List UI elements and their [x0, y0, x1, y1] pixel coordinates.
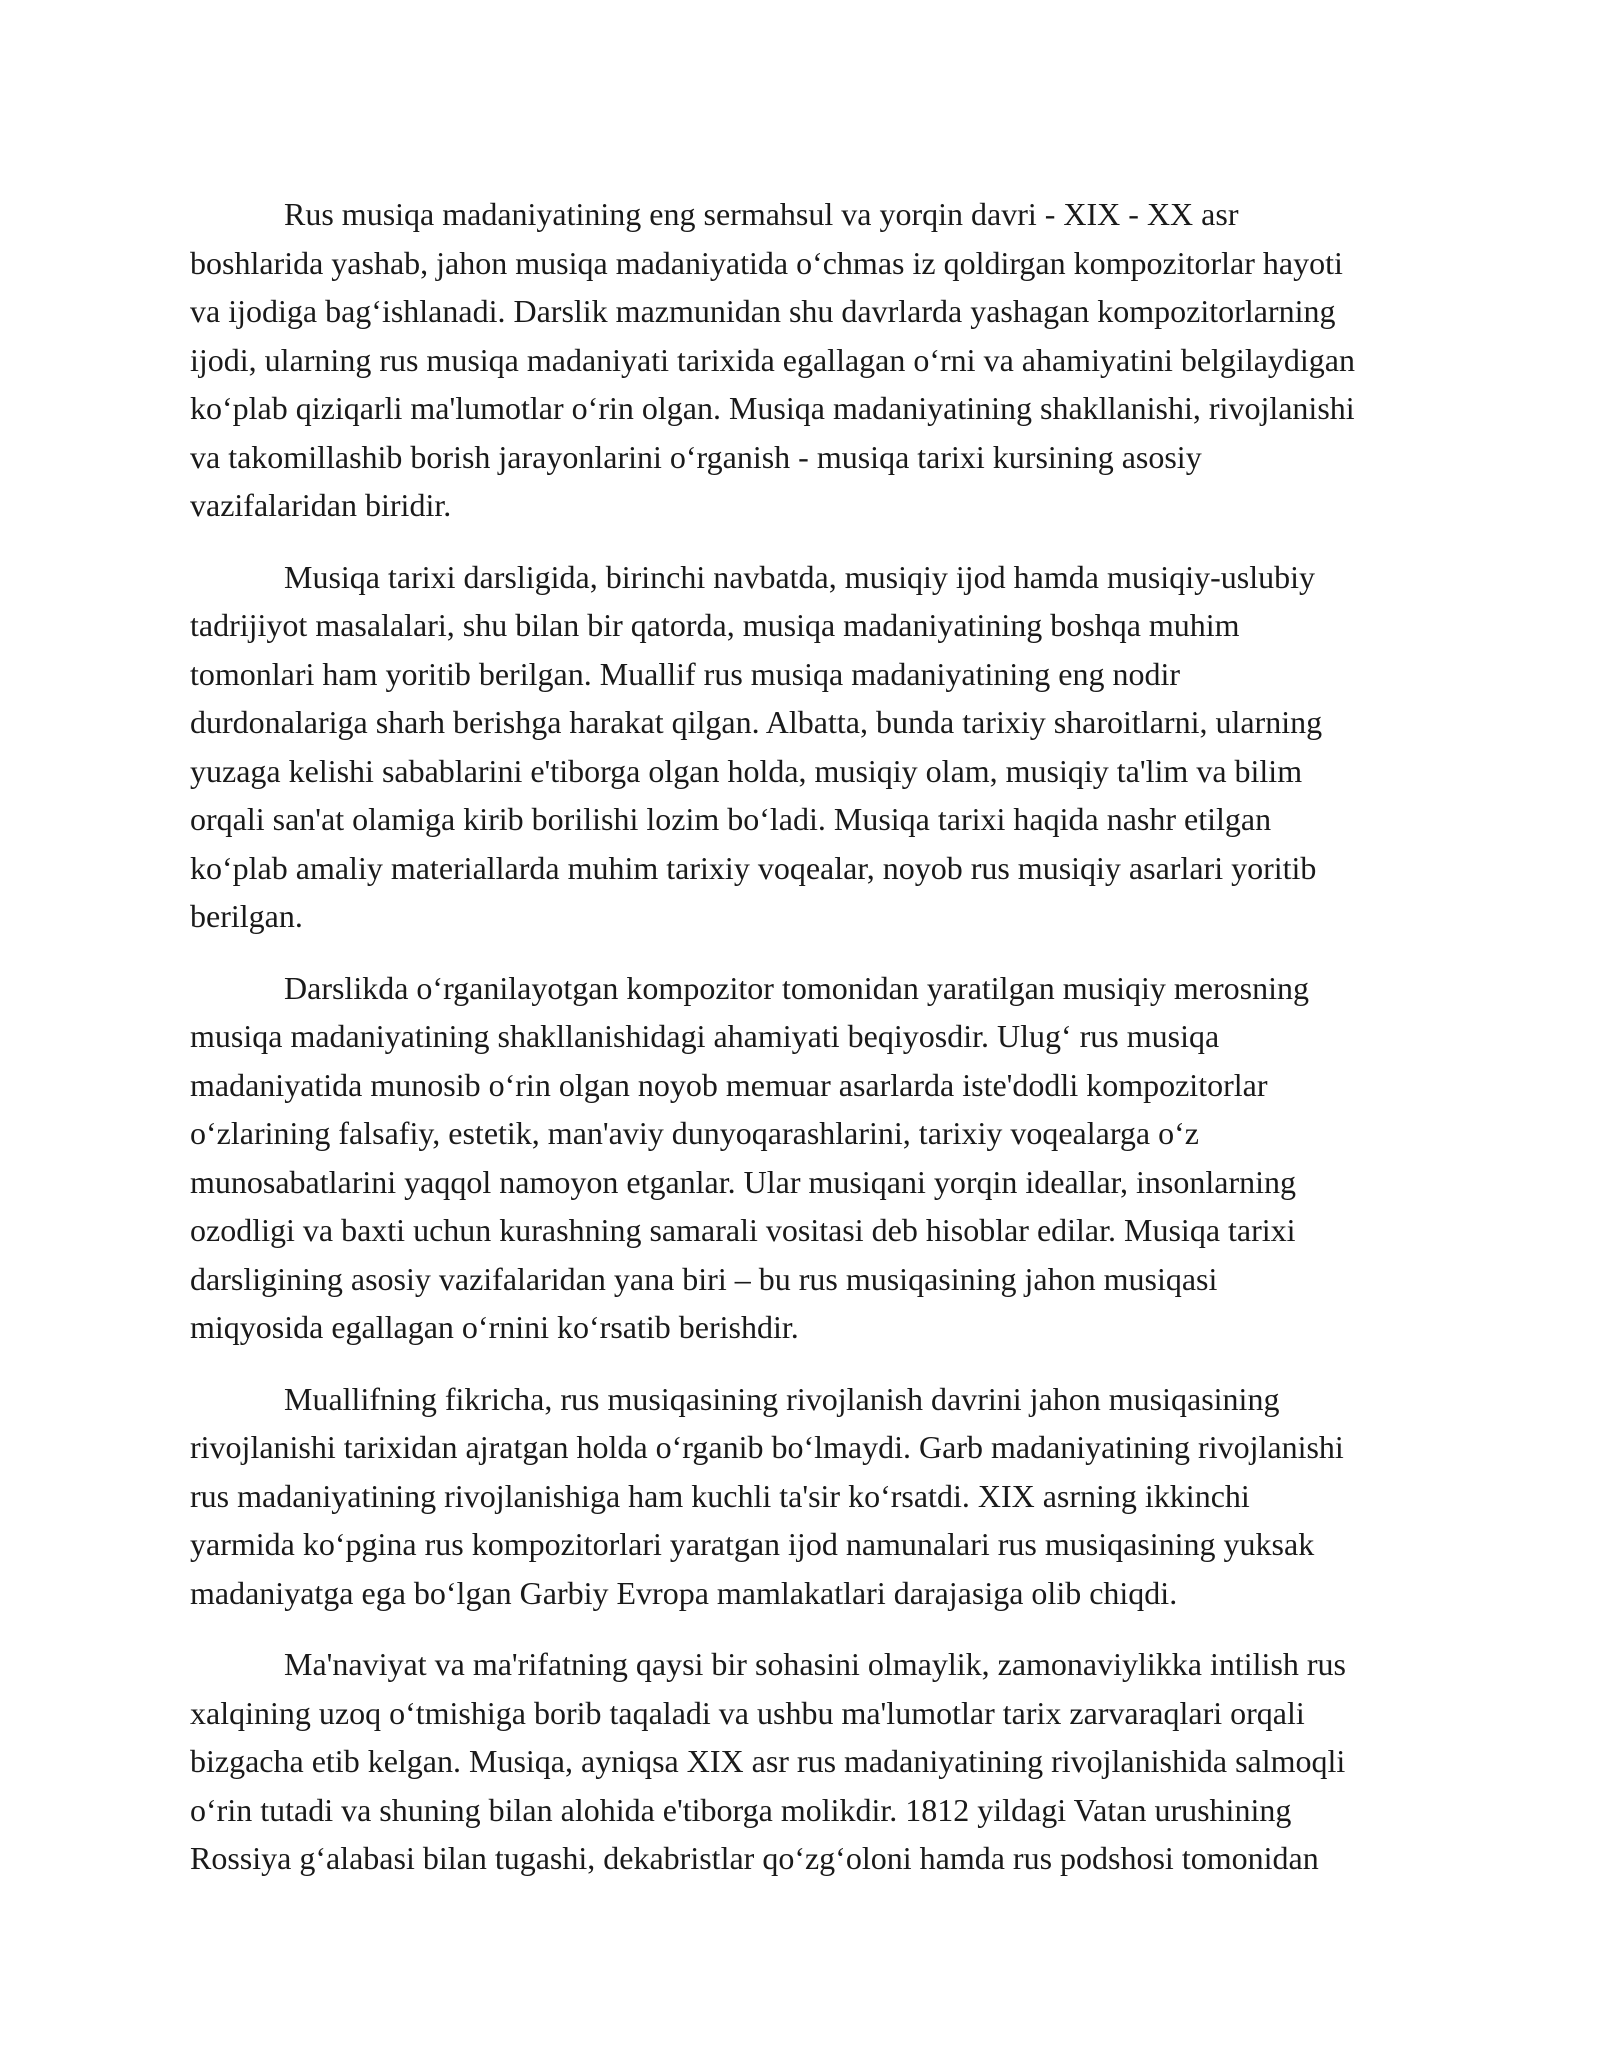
- text-line: boshlarida yashab, jahon musiqa madaniyatida oʻchmas iz qoldirgan kompozitorlar hayoti: [190, 244, 1343, 281]
- paragraph-3: [190, 964, 1525, 1352]
- text-line: rus madaniyatining rivojlanishiga ham kuchli ta'sir koʻrsatdi. XIX asrning ikkinchi: [190, 1477, 1250, 1514]
- text-line: tadrijiyot masalalari, shu bilan bir qatorda, musiqa madaniyatining boshqa muhim: [190, 607, 1240, 643]
- text-line: miqyosida egallagan oʻrnini koʻrsatib berishdir.: [190, 1309, 799, 1345]
- text-line: ozodligi va baxti uchun kurashning samarali vositasi deb hisoblar edilar. Musiqa tarixi: [190, 1212, 1296, 1248]
- text-line: va takomillashib borish jarayonlarini oʻrganish - musiqa tarixi kursining asosiy: [190, 438, 1202, 475]
- text-line: tomonlari ham yoritib berilgan. Muallif rus musiqa madaniyatining eng nodir: [190, 655, 1181, 692]
- text-line: yarmida koʻpgina rus kompozitorlari yaratgan ijod namunalari rus musiqasining yuksak: [190, 1526, 1315, 1562]
- text-line: Darslikda oʻrganilayotgan kompozitor tomonidan yaratilgan musiqiy merosning: [284, 969, 1309, 1006]
- text-line: Ma'naviyat va ma'rifatning qaysi bir sohasini olmaylik, zamonaviylikka intilish rus: [284, 1646, 1346, 1682]
- text-line: yuzaga kelishi sabablarini e'tiborga olgan holda, musiqiy olam, musiqiy ta'lim va bilim: [190, 752, 1303, 789]
- text-line: oʻrin tutadi va shuning bilan alohida e'tiborga molikdir. 1812 yildagi Vatan urushining: [190, 1791, 1292, 1828]
- text-line: berilgan.: [190, 898, 303, 934]
- text-line: madaniyatida munosib oʻrin olgan noyob memuar asarlarda iste'dodli kompozitorlar: [190, 1066, 1268, 1103]
- text-line: oʻzlarining falsafiy, estetik, man'aviy dunyoqarashlarini, tarixiy voqealarga oʻz: [190, 1115, 1199, 1151]
- text-line: orqali san'at olamiga kirib borilishi lozim boʻladi. Musiqa tarixi haqida nashr etilgan: [190, 801, 1272, 837]
- text-line: Rossiya gʻalabasi bilan tugashi, dekabristlar qoʻzgʻoloni hamda rus podshosi tomonidan: [190, 1840, 1319, 1876]
- text-line: bizgacha etib kelgan. Musiqa, ayniqsa XIX asr rus madaniyatining rivojlanishida salmoqli: [190, 1743, 1346, 1779]
- text-line: Muallifning fikricha, rus musiqasining rivojlanish davrini jahon musiqasining: [284, 1380, 1280, 1417]
- text-line: ijodi, ularning rus musiqa madaniyati tarixida egallagan oʻrni va ahamiyatini belgilaydigan: [190, 341, 1355, 378]
- text-line: durdonalariga sharh berishga harakat qilgan. Albatta, bunda tarixiy sharoitlarni, ularning: [190, 704, 1323, 740]
- paragraph-5: [190, 1640, 1525, 1883]
- text-line: Musiqa tarixi darsligida, birinchi navbatda, musiqiy ijod hamda musiqiy-uslubiy: [284, 558, 1315, 595]
- text-line: vazifalaridan biridir.: [190, 487, 452, 523]
- text-line: xalqining uzoq oʻtmishiga borib taqaladi va ushbu ma'lumotlar tarix zarvaraqlari orqali: [190, 1694, 1305, 1731]
- text-line: madaniyatga ega boʻlgan Garbiy Evropa mamlakatlari darajasiga olib chiqdi.: [190, 1574, 1178, 1611]
- body-text: [190, 190, 1525, 1906]
- text-line: rivojlanishi tarixidan ajratgan holda oʻrganib boʻlmaydi. Garb madaniyatining rivojlanishi: [190, 1429, 1344, 1465]
- paragraph-1: [190, 190, 1525, 530]
- text-line: koʻplab amaliy materiallarda muhim tarixiy voqealar, noyob rus musiqiy asarlari yoritib: [190, 849, 1317, 886]
- text-line: koʻplab qiziqarli ma'lumotlar oʻrin olgan. Musiqa madaniyatining shakllanishi, rivojlanishi: [190, 390, 1355, 426]
- paragraph-4: [190, 1375, 1525, 1618]
- text-line: darsligining asosiy vazifalaridan yana biri – bu rus musiqasining jahon musiqasi: [190, 1260, 1218, 1297]
- text-line: Rus musiqa madaniyatining eng sermahsul va yorqin davri - XIX - XX asr: [284, 196, 1239, 232]
- text-line: musiqa madaniyatining shakllanishidagi ahamiyati beqiyosdir. Ulugʻ rus musiqa: [190, 1018, 1220, 1054]
- text-line: va ijodiga bagʻishlanadi. Darslik mazmunidan shu davrlarda yashagan kompozitorlarning: [190, 293, 1336, 329]
- text-line: munosabatlarini yaqqol namoyon etganlar. Ular musiqani yorqin ideallar, insonlarning: [190, 1163, 1297, 1200]
- paragraph-2: [190, 553, 1525, 941]
